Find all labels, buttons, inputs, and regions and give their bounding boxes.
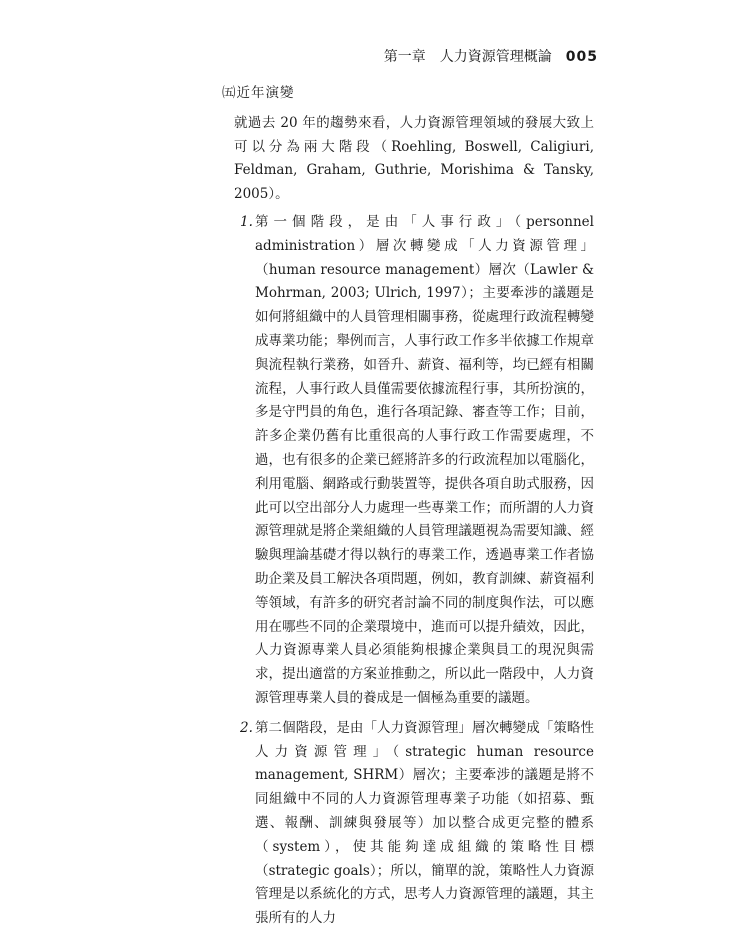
- stage-list: [222, 211, 594, 931]
- running-header: [384, 46, 598, 66]
- section-heading: ㈤近年演變: [222, 85, 295, 101]
- list-item-text: 第二個階段，是由「人力資源管理」層次轉變成「策略性人力資源管理」（strategic human resource management, SHRM）層次；主要牽涉的議題是將不同組織中不同的人力資源管理專業子功能（如招募、甄選、報酬、訓練與發展等）加以整合成更完整的體系（system），使其能夠達成組織的策略性目標（strategic goals）；所以，簡單的說，策略性人力資源管理是以系統化的方式，思考人力資源管理的議題，其主張所有的人力: [255, 719, 594, 927]
- intro-paragraph: 就過去 20 年的趨勢來看，人力資源管理領域的發展大致上可以分為兩大階段（Roehling, Boswell, Caligiuri, Feldman, Graham, Guthrie, Morishima & Tansky, 2005）。: [234, 114, 594, 203]
- list-item-stage-2: [222, 717, 594, 931]
- page-body: [222, 82, 594, 937]
- chapter-label: 第一章: [383, 49, 426, 65]
- list-item-number: 1.: [240, 213, 253, 230]
- chapter-title: 人力資源管理概論: [439, 49, 552, 65]
- list-item-text: 第一個階段，是由「人事行政」（personnel administration）層次轉變成「人力資源管理」（human resource management）層次（Lawler & Mohrman, 2003; Ulrich, 1997）；主要牽涉的議題是如何將組織中的人員管理相關事務，從處理行政流程轉變成專業功能；舉例而言，人事行政工作多半依據工作規章與流程執行業務，如晉升、薪資、福利等，均已經有相關流程，人事行政人員僅需要依據流程行事，其所扮演的，多是守門員的角色，進行各項記錄、審查等工作；目前，許多企業仍舊有比重很高的人事行政工作需要處理，不過，也有很多的企業已經將許多的行政流程加以電腦化，利用電腦、網路或行動裝置等，提供各項自助式服務，因此可以空出部分人力處理一些專業工作；而所謂的人力資源管理就是將企業組織的人員管理議題視為需要知識、經驗與理論基礎才得以執行的專業工作，透過專業工作者協助企業及員工解決各項問題，例如，教育訓練、薪資福利等領域，有許多的研究者討論不同的制度與作法，可以應用在哪些不同的企業環境中，進而可以提升績效，因此，人力資源專業人員必須能夠根據企業與員工的現況與需求，提出適當的方案並推動之，所以此一階段中，人力資源管理專業人員的養成是一個極為重要的議題。: [255, 213, 594, 706]
- page-number: 005: [565, 49, 598, 65]
- list-item-stage-1: [222, 211, 594, 711]
- list-item-number: 2.: [240, 719, 253, 736]
